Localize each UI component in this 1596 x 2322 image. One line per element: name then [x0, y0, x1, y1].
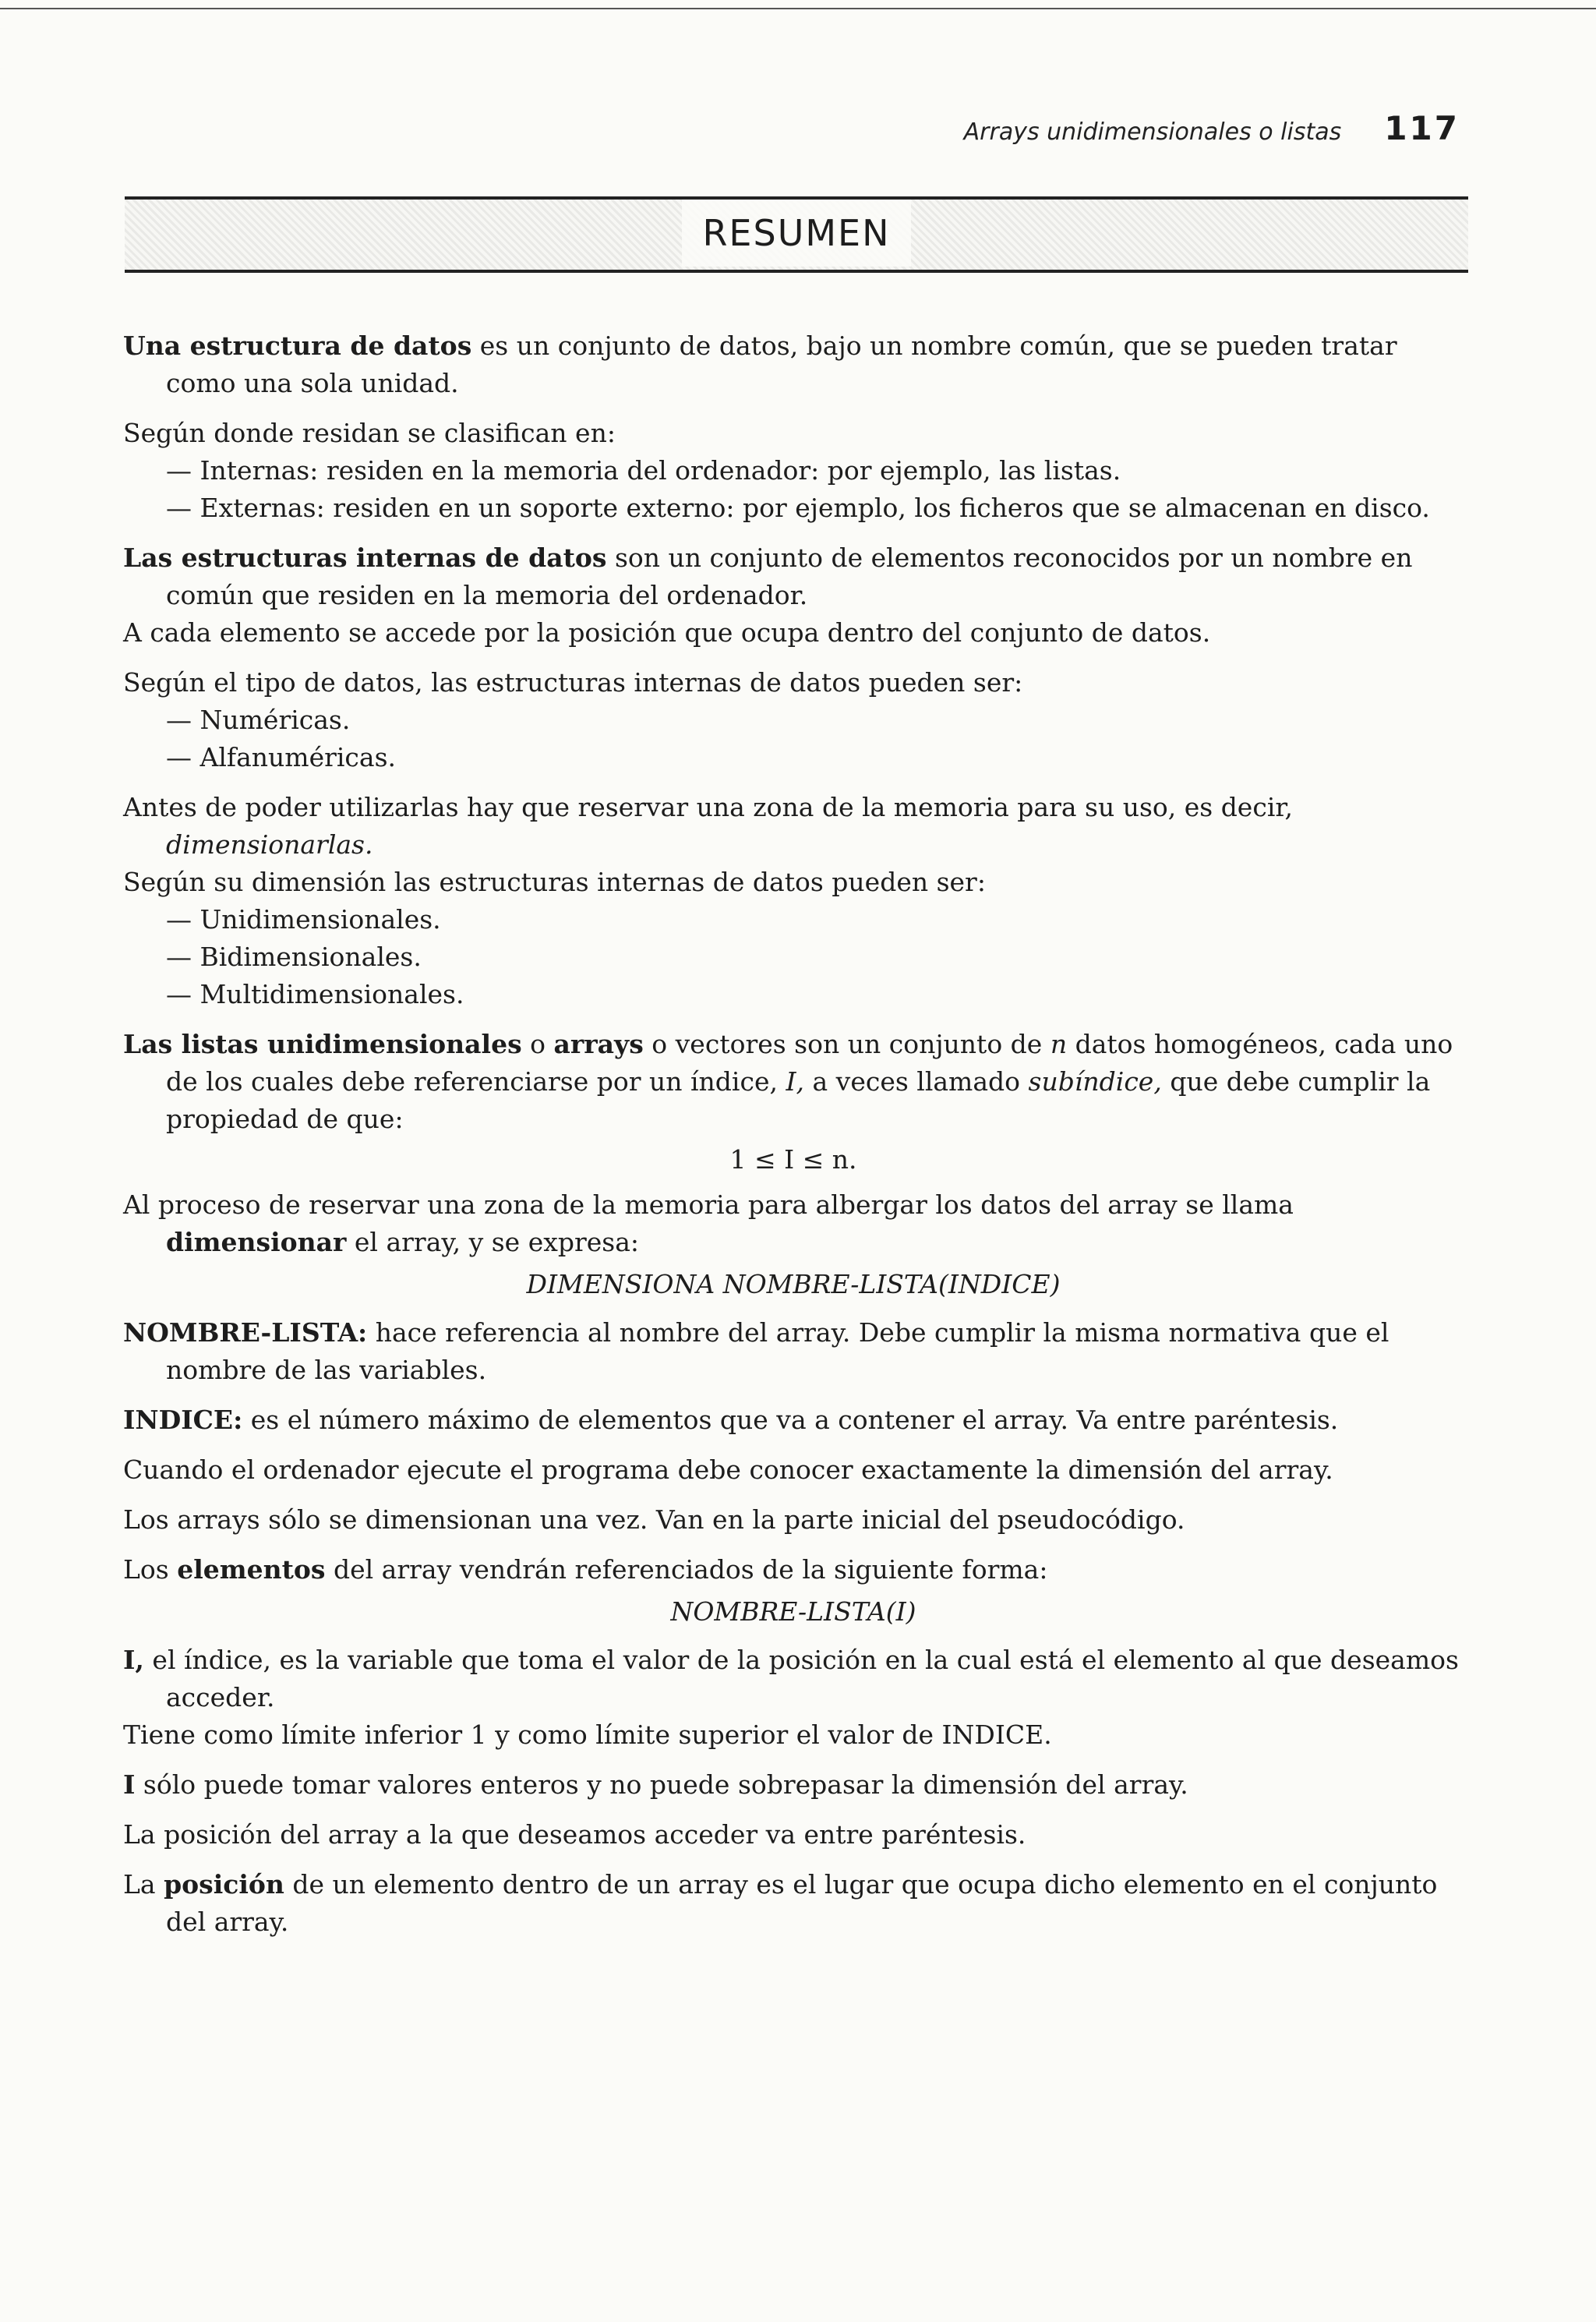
text: Al proceso de reservar una zona de la memoria para albergar los datos del array se llama: [123, 1189, 1294, 1220]
text: el índice, es la variable que toma el valor de la posición en la cual está el elemento al que deseamos acceder.: [143, 1645, 1459, 1712]
text: Según su dimensión las estructuras internas de datos pueden ser:: [123, 867, 986, 897]
paragraph-integer-values: [123, 1766, 1464, 1804]
top-rule: [0, 8, 1596, 9]
bold-term: NOMBRE-LISTA:: [123, 1317, 368, 1348]
text: o: [521, 1029, 554, 1059]
list-item: — Bidimensionales.: [166, 942, 422, 972]
paragraph-elements: [123, 1551, 1464, 1589]
running-title: Arrays unidimensionales o listas: [963, 118, 1342, 146]
list-item: — Multidimensionales.: [166, 979, 464, 1009]
paragraph-data-types: [123, 664, 1464, 776]
text: sólo puede tomar valores enteros y no puede sobrepasar la dimensión del array.: [135, 1769, 1188, 1800]
formula-index-range: 1 ≤ I ≤ n.: [729, 1144, 857, 1175]
text: del array vendrán referenciados de la siguiente forma:: [325, 1554, 1048, 1585]
summary-banner: [125, 196, 1468, 273]
paragraph-indice: [123, 1401, 1464, 1439]
text: de un elemento dentro de un array es el lugar que ocupa dicho elemento en el conjunto del array.: [166, 1869, 1438, 1937]
paragraph-definition: [123, 327, 1464, 402]
summary-content: [123, 327, 1464, 1953]
text: o vectores son un conjunto de: [643, 1029, 1050, 1059]
paragraph-classification: [123, 415, 1464, 527]
text: Según donde residan se clasifican en:: [123, 418, 616, 448]
paragraph-nombre-lista: [123, 1314, 1464, 1389]
paragraph-parentheses: La posición del array a la que deseamos acceder va entre paréntesis.: [123, 1819, 1026, 1850]
paragraph-position: [123, 1866, 1464, 1941]
list-item: — Internas: residen en la memoria del ordenador: por ejemplo, las listas.: [166, 455, 1121, 486]
italic-term: subíndice,: [1028, 1066, 1162, 1097]
paragraph-internal-structures: [123, 539, 1464, 652]
text: Tiene como límite inferior 1 y como límite superior el valor de INDICE.: [123, 1719, 1052, 1750]
bold-term: dimensionar: [166, 1227, 347, 1257]
text: es el número máximo de elementos que va a contener el array. Va entre paréntesis.: [242, 1405, 1339, 1435]
paragraph-index-variable: [123, 1642, 1464, 1754]
bold-term: Las estructuras internas de datos: [123, 543, 607, 573]
italic-term: dimensionarlas.: [166, 829, 373, 860]
bold-term: Una estructura de datos: [123, 330, 472, 361]
paragraph-dimension-intro: [123, 789, 1464, 864]
bold-term: I: [123, 1769, 136, 1800]
bold-term: INDICE:: [123, 1405, 243, 1435]
text: Antes de poder utilizarlas hay que reservar una zona de la memoria para su uso, es decir,: [123, 792, 1294, 822]
page-number: 117: [1384, 109, 1460, 147]
bold-term: Las listas unidimensionales: [123, 1029, 522, 1059]
text: Según el tipo de datos, las estructuras internas de datos pueden ser:: [123, 667, 1023, 698]
bold-term: arrays: [553, 1029, 644, 1059]
text: el array, y se expresa:: [346, 1227, 639, 1257]
text: a veces llamado: [804, 1066, 1029, 1097]
bold-term: posición: [164, 1869, 284, 1900]
code-dimensiona: DIMENSIONA NOMBRE-LISTA(INDICE): [526, 1269, 1061, 1299]
text: Los: [123, 1554, 178, 1585]
text: es un conjunto de datos, bajo un nombre común, que se pueden tratar como una sola unidad.: [166, 330, 1397, 398]
paragraph-dimensioning: [123, 1186, 1464, 1261]
text: A cada elemento se accede por la posición que ocupa dentro del conjunto de datos.: [123, 617, 1211, 648]
paragraph-lists: [123, 1026, 1464, 1138]
italic-term: n: [1050, 1029, 1068, 1059]
list-item: — Externas: residen en un soporte externo: por ejemplo, los ficheros que se almacenan en disco.: [166, 493, 1430, 523]
code-element-reference: NOMBRE-LISTA(I): [670, 1596, 916, 1627]
text: que debe cumplir la propiedad de que:: [166, 1066, 1431, 1134]
bold-term: I,: [123, 1645, 144, 1675]
text: hace referencia al nombre del array. Debe cumplir la misma normativa que el nombre de las variables.: [166, 1317, 1389, 1385]
list-item: — Unidimensionales.: [166, 904, 441, 935]
list-item: — Alfanuméricas.: [166, 742, 397, 772]
banner-title: RESUMEN: [682, 200, 910, 267]
bold-term: elementos: [177, 1554, 326, 1585]
list-item: — Numéricas.: [166, 705, 351, 735]
paragraph-once: Los arrays sólo se dimensionan una vez. Van en la parte inicial del pseudocódigo.: [123, 1504, 1185, 1535]
page-header: [701, 109, 1460, 147]
text: son un conjunto de elementos reconocidos por un nombre en común que residen en la memoria del ordenador.: [166, 543, 1413, 610]
italic-term: I,: [786, 1066, 805, 1097]
text: datos homogéneos, cada uno de los cuales debe referenciarse por un índice,: [166, 1029, 1453, 1097]
text: La: [123, 1869, 164, 1900]
paragraph-execution: Cuando el ordenador ejecute el programa debe conocer exactamente la dimensión del array.: [123, 1454, 1333, 1485]
paragraph-dimensions: [123, 864, 1464, 1013]
